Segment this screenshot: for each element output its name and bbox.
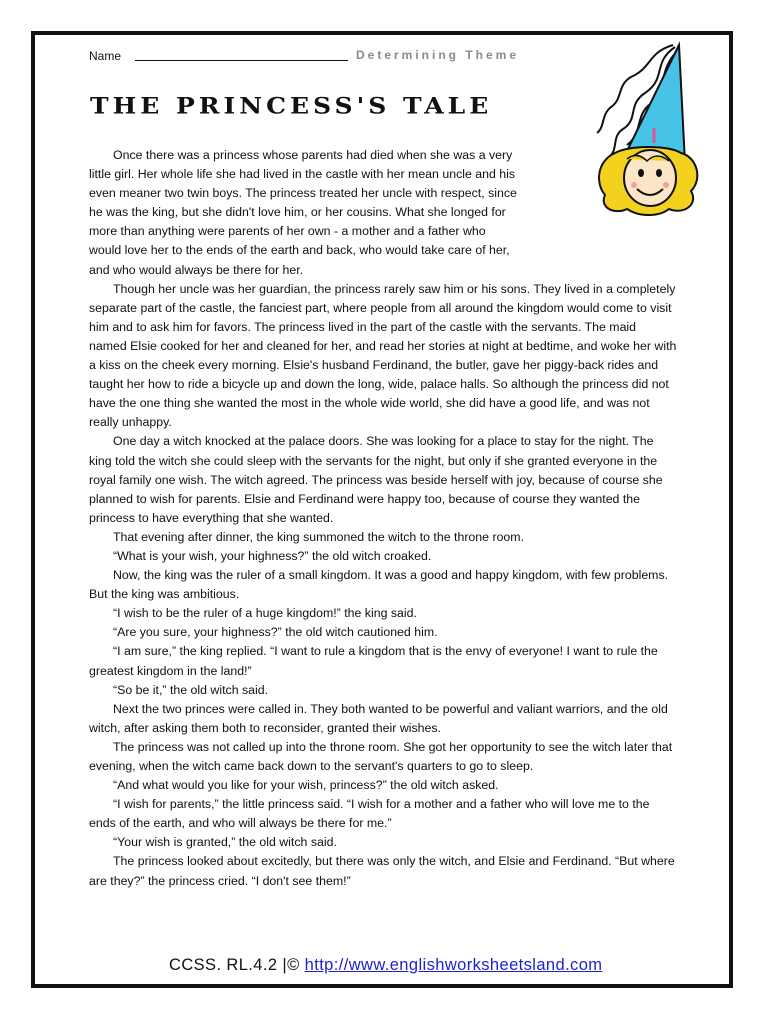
story-paragraph: “I am sure,” the king replied. “I want to rule a kingdom that is the envy of everyone! I want to rule the greatest kingdom in the land!” (89, 644, 658, 678)
story-paragraph: “I wish to be the ruler of a huge kingdom!” the king said. (113, 606, 417, 621)
footer-standard: CCSS. RL.4.2 |© (169, 956, 305, 974)
story-paragraph: The princess was not called up into the throne room. She got her opportunity to see the witch later that evening, when the witch came back down to the servant's quarters to go to sleep. (89, 739, 673, 773)
story-paragraph: Once there was a princess whose parents had died when she was a very little girl. Her whole life she had lived in the castle with her mean uncle and his even meaner two twin boys. The princess treated her uncle with respect, since he was the king, but she didn't love him, or her cousins. What she longed for more than anything were parents of her own - a mother and a father who would love her to the ends of the earth and back, who would take care of her, and who would always be there for her. (89, 148, 517, 277)
story-text (89, 146, 677, 891)
story-paragraph: “Your wish is granted,” the old witch said. (113, 835, 337, 850)
story-paragraph: Though her uncle was her guardian, the princess rarely saw him or his sons. They lived in a completely separate part of the castle, the fanciest part, where people from all around the kingdom would come to visit him and to ask him for favors. The princess lived in the part of the castle with the servants. The maid named Elsie cooked for her and cleaned for her, and read her stories at night at bedtime, and woke her with a kiss on the cheek every morning. Elsie's husband Ferdinand, the butler, gave her piggy-back rides and taught her how to ride a bicycle up and down the long, wide, palace halls. So although the princess did not have the one thing she wanted the most in the whole wide world, she did have a good life, and was not really unhappy. (89, 281, 677, 430)
name-line (135, 60, 348, 61)
story-paragraph: Next the two princes were called in. They both wanted to be powerful and valiant warriors, and the old witch, after asking them both to reconsider, granted their wishes. (89, 701, 668, 735)
name-row (89, 48, 549, 64)
story-paragraph: Now, the king was the ruler of a small kingdom. It was a good and happy kingdom, with few problems. But the king was ambitious. (89, 568, 669, 602)
story-paragraph: “What is your wish, your highness?” the old witch croaked. (113, 548, 432, 563)
footer-link[interactable]: http://www.englishworksheetsland.com (304, 956, 603, 974)
story-paragraph: “Are you sure, your highness?” the old witch cautioned him. (113, 625, 438, 640)
footer (169, 956, 602, 975)
story-paragraph: “And what would you like for your wish, princess?” the old witch asked. (113, 778, 499, 793)
page-title: THE PRINCESS'S TALE (90, 93, 493, 120)
story-paragraph: The princess looked about excitedly, but there was only the witch, and Elsie and Ferdinand. “But where are they?” the princess cried. “I don't see them!” (89, 854, 675, 888)
worksheet-subtitle: Determining Theme (356, 48, 520, 62)
story-paragraph: “So be it,” the old witch said. (113, 682, 269, 697)
story-paragraph: One day a witch knocked at the palace doors. She was looking for a place to stay for the night. The king told the witch she could sleep with the servants for the night, but only if she granted everyone in the royal family one wish. The witch agreed. The princess was beside herself with joy, because of course she planned to wish for parents. Elsie and Ferdinand were happy too, because of course they wanted the princess to have everything that she wanted. (89, 434, 663, 525)
story-paragraph: That evening after dinner, the king summoned the witch to the throne room. (113, 529, 525, 544)
name-label: Name (89, 49, 122, 63)
story-paragraph: “I wish for parents,” the little princess said. “I wish for a mother and a father who will love me to the ends of the earth, and who will always be there for me.” (89, 797, 650, 831)
